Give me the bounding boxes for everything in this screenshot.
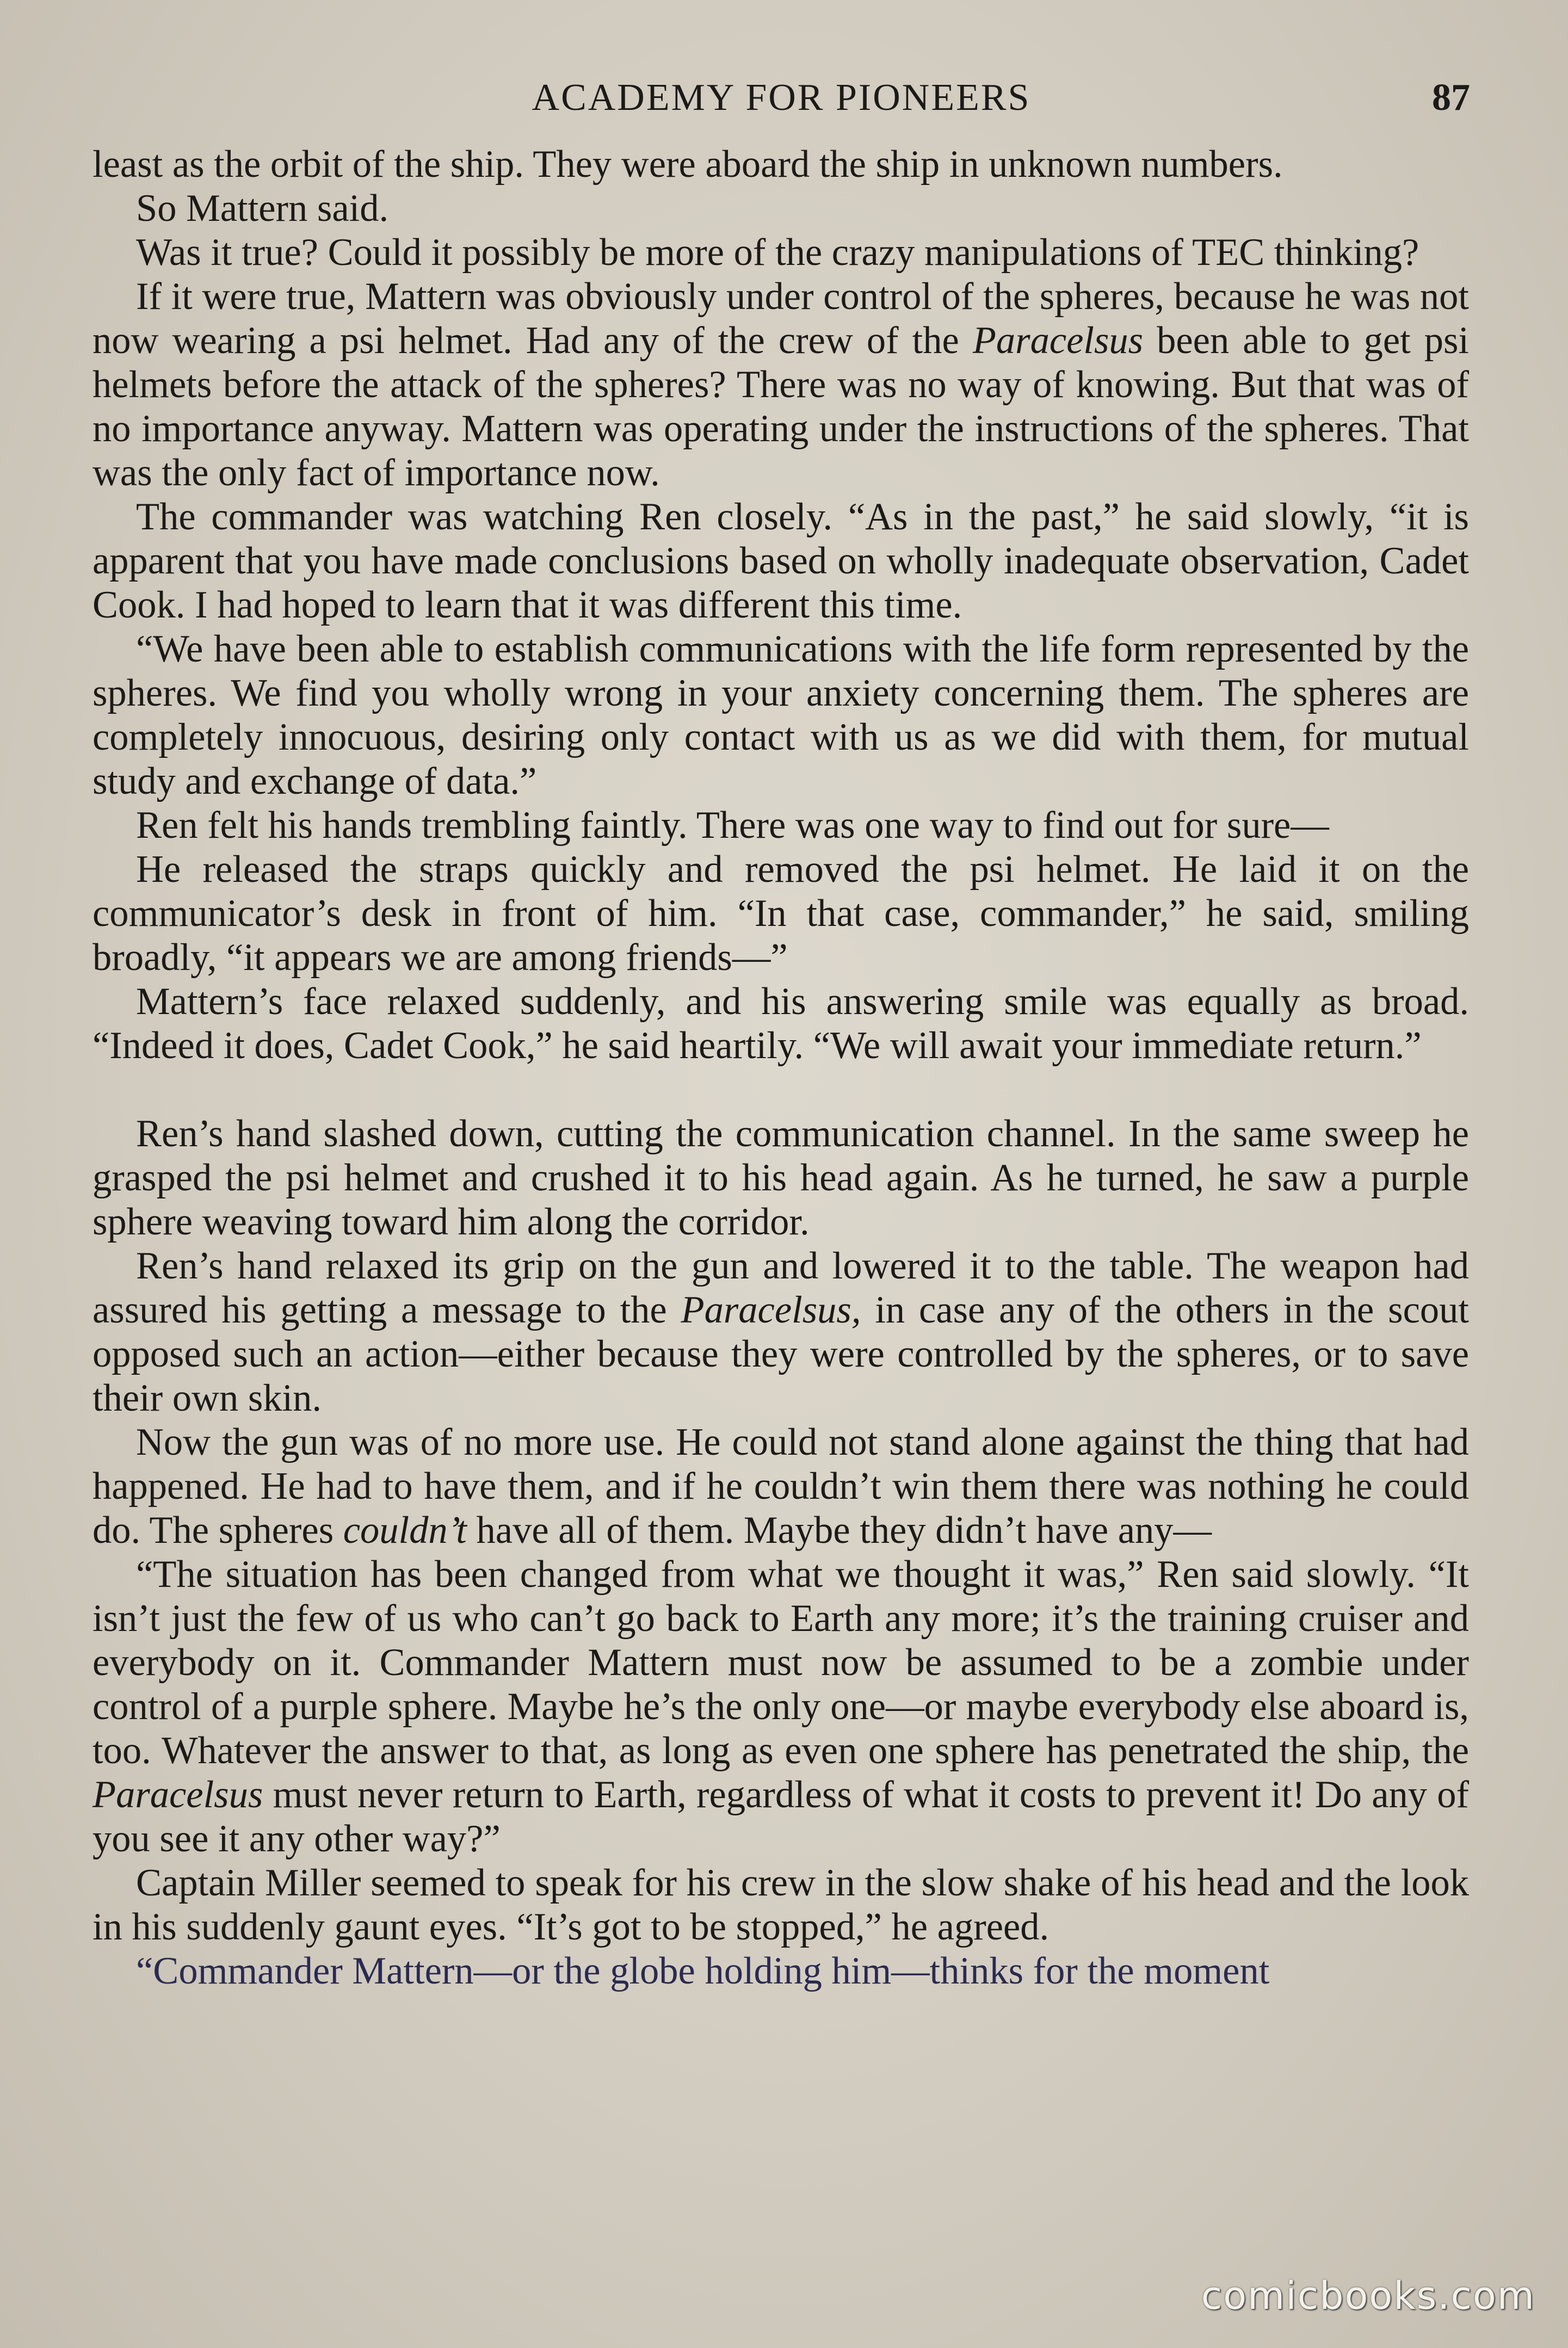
- text-run: have all of them. Maybe they didn’t have any—: [466, 1509, 1212, 1552]
- paragraph: [92, 1861, 1469, 1949]
- italic-text: Paracelsus: [972, 319, 1144, 362]
- italic-text: couldn’t: [343, 1509, 467, 1552]
- paragraph: [92, 627, 1469, 804]
- text-run: So Mattern said.: [136, 187, 389, 230]
- paragraph: [92, 1420, 1469, 1553]
- text-run: “We have been able to establish communications with the life form represented by the spheres. We find you wholly wrong in your anxiety concerning them. The spheres are completely innocuous, desiring only contact with us as we did with them, for mutual study and exchange of data.”: [92, 628, 1469, 802]
- paragraph: [92, 804, 1469, 848]
- paragraph: [92, 231, 1469, 275]
- paragraph: [92, 1244, 1469, 1420]
- paragraph: [92, 143, 1469, 187]
- body-text: [92, 143, 1469, 1993]
- page-header: [92, 71, 1470, 125]
- paragraph: [92, 848, 1469, 980]
- text-run: in case any of the others in the scout opposed such an action—either because they were controlled by the spheres, or to save their own skin.: [92, 1289, 1469, 1419]
- text-run: least as the orbit of the ship. They were aboard the ship in unknown numbers.: [92, 143, 1283, 186]
- text-run: been able to get psi helmets before the attack of the spheres? There was no way of knowing. But that was of no importance anyway. Mattern was operating under the instructions of the spheres. That was the only fact of importance now.: [92, 319, 1470, 494]
- paragraph: [92, 1949, 1469, 1993]
- paragraph: [92, 1553, 1469, 1861]
- text-run: Ren’s hand slashed down, cutting the communication channel. In the same sweep he grasped the psi helmet and crushed it to his head again. As he turned, he saw a purple sphere weaving toward him along the corridor.: [92, 1113, 1469, 1243]
- page-number: 87: [1432, 77, 1470, 119]
- text-run: Was it true? Could it possibly be more of the crazy manipulations of TEC thinking?: [136, 231, 1419, 274]
- text-run: The commander was watching Ren closely. “As in the past,” he said slowly, “it is apparent that you have made conclusions based on wholly inadequate observation, Cadet Cook. I had hoped to learn that it was different this time.: [92, 496, 1469, 626]
- text-run: “Commander Mattern—or the globe holding him—thinks for the moment: [136, 1950, 1270, 1992]
- text-run: Ren felt his hands trembling faintly. There was one way to find out for sure—: [136, 804, 1329, 846]
- paragraph: [92, 1112, 1469, 1244]
- text-run: Ren’s hand relaxed its grip on the gun and lowered it to the table. The weapon had assured his getting a message to the: [92, 1245, 1469, 1331]
- paragraph: [92, 495, 1469, 627]
- text-run: Mattern’s face relaxed suddenly, and his answering smile was equally as broad. “Indeed it does, Cadet Cook,” he said heartily. “We will await your immediate return.”: [92, 980, 1469, 1067]
- paragraph: [92, 275, 1469, 495]
- paragraph: [92, 187, 1469, 231]
- italic-text: Paracelsus: [92, 1774, 263, 1816]
- watermark: comicbooks.com: [1201, 2273, 1535, 2318]
- text-run: If it were true, Mattern was obviously under control of the spheres, because he was not now wearing a psi helmet. Had any of the crew of the: [92, 275, 1469, 362]
- running-title: ACADEMY FOR PIONEERS: [532, 77, 1031, 119]
- italic-text: Paracelsus,: [681, 1289, 861, 1331]
- paragraph: [92, 980, 1469, 1068]
- text-run: Captain Miller seemed to speak for his crew in the slow shake of his head and the look in his suddenly gaunt eyes. “It’s got to be stopped,” he agreed.: [92, 1862, 1469, 1948]
- text-run: “The situation has been changed from what we thought it was,” Ren said slowly. “It isn’t just the few of us who can’t go back to Earth any more; it’s the training cruiser and everybody on it. Commander Mattern must now be assumed to be a zombie under control of a purple sphere. Maybe he’s the only one—or maybe everybody else aboard is, too. Whatever the answer to that, as long as even one sphere has penetrated the ship, the: [92, 1553, 1469, 1772]
- text-run: Now the gun was of no more use. He could not stand alone against the thing that had happened. He had to have them, and if he couldn’t win them there was nothing he could do. The spheres: [92, 1421, 1469, 1552]
- text-run: must never return to Earth, regardless of what it costs to prevent it! Do any of you see it any other way?”: [92, 1774, 1469, 1860]
- text-run: He released the straps quickly and removed the psi helmet. He laid it on the communicator’s desk in front of him. “In that case, commander,” he said, smiling broadly, “it appears we are among friends—”: [92, 848, 1469, 979]
